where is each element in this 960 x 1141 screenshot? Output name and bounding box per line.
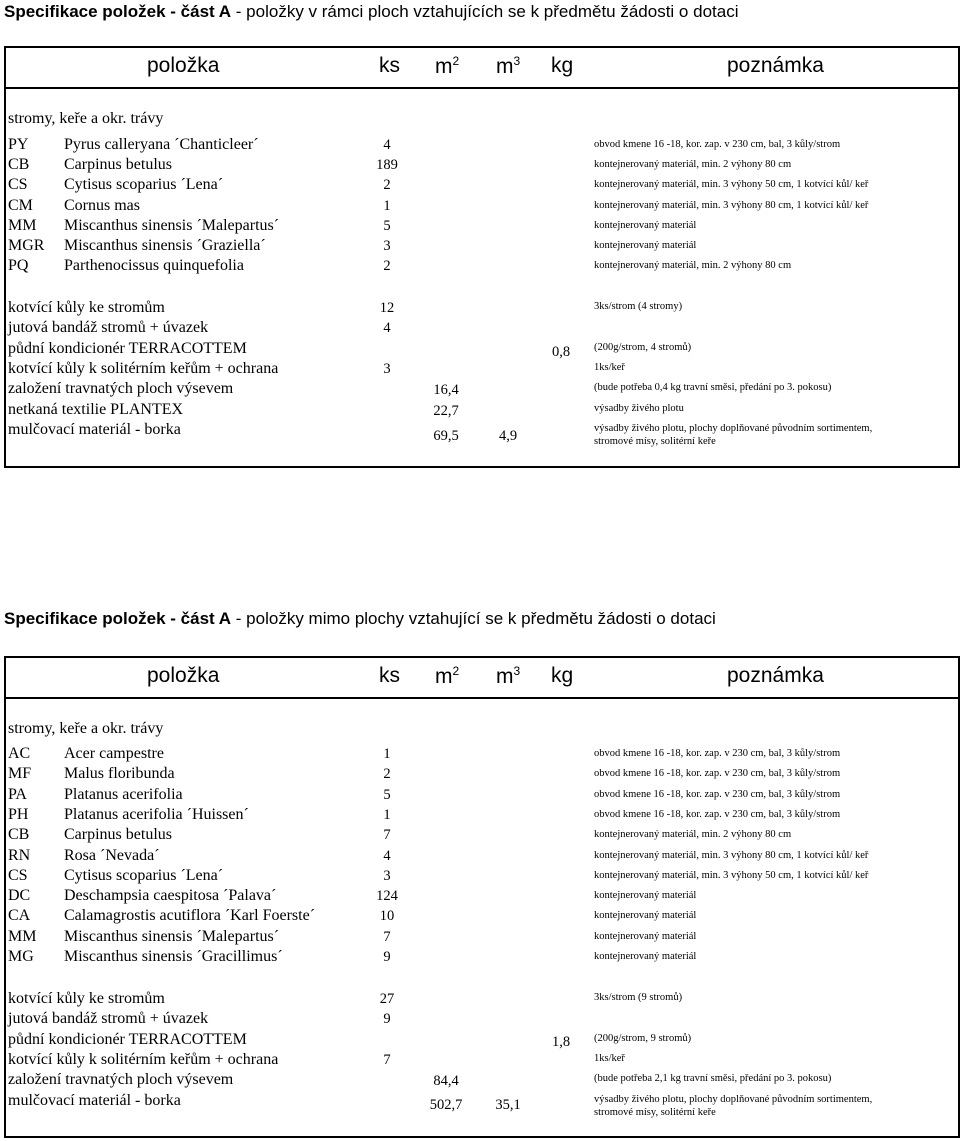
material-qty: 3 <box>383 361 391 377</box>
plant-qty: 1 <box>383 807 391 823</box>
group-title: stromy, keře a okr. trávy <box>8 720 164 737</box>
material-note: stromové mísy, solitérní keře <box>594 1107 716 1118</box>
plant-code: MF <box>8 765 32 782</box>
plant-note: kontejnerovaný materiál <box>594 910 697 921</box>
material-name: půdní kondicionér TERRACOTTEM <box>8 340 247 357</box>
material-note: 1ks/keř <box>594 362 625 373</box>
plant-qty: 4 <box>383 848 391 864</box>
material-note: stromové mísy, solitérní keře <box>594 436 716 447</box>
plant-name: Cornus mas <box>64 197 140 214</box>
material-note: (bude potřeba 2,1 kg travní směsi, předání po 3. pokosu) <box>594 1073 832 1084</box>
header-item: položka <box>147 54 220 77</box>
plant-note: kontejnerovaný materiál, min. 2 výhony 80 cm <box>594 829 792 840</box>
section-title-rest: - položky v rámci ploch vztahujících se k předmětu žádosti o dotaci <box>231 2 739 21</box>
material-m2: 16,4 <box>433 382 459 398</box>
material-kg: 1,8 <box>551 1034 571 1050</box>
plant-note: kontejnerovaný materiál, min. 2 výhony 80 cm <box>594 159 792 170</box>
plant-note: kontejnerovaný materiál <box>594 951 697 962</box>
header-note: poznámka <box>727 54 824 77</box>
plant-qty: 7 <box>383 827 391 843</box>
material-note: výsadby živého plotu <box>594 403 684 414</box>
plant-code: CB <box>8 826 30 843</box>
plant-name: Miscanthus sinensis ´Malepartus´ <box>64 928 280 945</box>
material-qty: 4 <box>383 320 391 336</box>
header-note: poznámka <box>727 664 824 687</box>
plant-qty: 2 <box>383 177 391 193</box>
plant-name: Acer campestre <box>64 745 164 762</box>
material-m2: 22,7 <box>433 403 459 419</box>
material-name: mulčovací materiál - borka <box>8 1092 181 1109</box>
material-name: jutová bandáž stromů + úvazek <box>8 1010 209 1027</box>
section-title-bold: Specifikace položek - část A <box>4 609 232 628</box>
plant-note: kontejnerovaný materiál <box>594 890 697 901</box>
material-qty: 27 <box>379 991 395 1007</box>
material-name: kotvící kůly k solitérním keřům + ochrana <box>8 1051 279 1068</box>
section-title <box>4 2 738 22</box>
header-kg: kg <box>551 54 574 77</box>
plant-code: MGR <box>8 237 45 254</box>
material-note: 3ks/strom (4 stromy) <box>594 301 683 312</box>
material-name: založení travnatých ploch výsevem <box>8 380 234 397</box>
plant-note: obvod kmene 16 -18, kor. zap. v 230 cm, bal, 3 kůly/strom <box>594 748 841 759</box>
material-kg: 0,8 <box>551 344 571 360</box>
header-m3: $m^3$ <box>496 54 521 78</box>
plant-name: Miscanthus sinensis ´Gracillimus´ <box>64 948 283 965</box>
plant-name: Platanus acerifolia ´Huissen´ <box>64 806 249 823</box>
plant-qty: 1 <box>383 746 391 762</box>
plant-name: Calamagrostis acutiflora ´Karl Foerste´ <box>64 907 316 924</box>
plant-code: DC <box>8 887 31 904</box>
plant-name: Rosa ´Nevada´ <box>64 847 160 864</box>
plant-name: Miscanthus sinensis ´Graziella´ <box>64 237 266 254</box>
plant-note: obvod kmene 16 -18, kor. zap. v 230 cm, bal, 3 kůly/strom <box>594 139 841 150</box>
header-kg: kg <box>551 664 574 687</box>
plant-qty: 5 <box>383 787 391 803</box>
material-name: mulčovací materiál - borka <box>8 421 181 438</box>
plant-qty: 9 <box>383 949 391 965</box>
section-title-bold: Specifikace položek - část A <box>4 2 232 21</box>
plant-qty: 1 <box>383 198 391 214</box>
material-qty: 12 <box>379 300 395 316</box>
plant-code: CS <box>8 867 28 884</box>
plant-note: kontejnerovaný materiál, min. 3 výhony 50 cm, 1 kotvící kůl/ keř <box>594 179 869 190</box>
plant-code: PQ <box>8 257 29 274</box>
section-title-rest: - položky mimo plochy vztahující se k předmětu žádosti o dotaci <box>231 609 716 628</box>
header-item: položka <box>147 664 220 687</box>
plant-name: Parthenocissus quinquefolia <box>64 257 244 274</box>
header-m3: $m^3$ <box>496 664 521 688</box>
material-name: založení travnatých ploch výsevem <box>8 1071 234 1088</box>
material-m3: 4,9 <box>498 428 518 444</box>
material-note: výsadby živého plotu, plochy doplňované původním sortimentem, <box>594 1094 873 1105</box>
plant-name: Pyrus calleryana ´Chanticleer´ <box>64 136 259 153</box>
plant-qty: 189 <box>376 157 398 173</box>
material-qty: 7 <box>383 1052 391 1068</box>
plant-note: kontejnerovaný materiál <box>594 931 697 942</box>
material-name: kotvící kůly ke stromům <box>8 990 165 1007</box>
material-name: netkaná textilie PLANTEX <box>8 401 184 418</box>
plant-qty: 2 <box>383 766 391 782</box>
plant-code: CB <box>8 156 30 173</box>
plant-qty: 3 <box>383 238 391 254</box>
plant-qty: 4 <box>383 137 391 153</box>
plant-note: kontejnerovaný materiál, min. 2 výhony 80 cm <box>594 260 792 271</box>
plant-name: Carpinus betulus <box>64 826 172 843</box>
plant-code: MM <box>8 217 37 234</box>
plant-qty: 2 <box>383 258 391 274</box>
plant-note: obvod kmene 16 -18, kor. zap. v 230 cm, bal, 3 kůly/strom <box>594 768 841 779</box>
plant-note: obvod kmene 16 -18, kor. zap. v 230 cm, bal, 3 kůly/strom <box>594 789 841 800</box>
plant-note: kontejnerovaný materiál <box>594 220 697 231</box>
header-m2: $m^2$ <box>435 664 460 688</box>
header-ks: ks <box>379 54 400 77</box>
material-name: půdní kondicionér TERRACOTTEM <box>8 1031 247 1048</box>
plant-note: obvod kmene 16 -18, kor. zap. v 230 cm, bal, 3 kůly/strom <box>594 809 841 820</box>
plant-note: kontejnerovaný materiál, min. 3 výhony 80 cm, 1 kotvící kůl/ keř <box>594 200 869 211</box>
material-note: výsadby živého plotu, plochy doplňované původním sortimentem, <box>594 423 873 434</box>
plant-qty: 124 <box>376 888 398 904</box>
material-m2: 69,5 <box>433 428 459 444</box>
plant-code: AC <box>8 745 31 762</box>
material-m2: 84,4 <box>433 1073 459 1089</box>
plant-code: RN <box>8 847 31 864</box>
plant-code: CS <box>8 176 28 193</box>
material-name: jutová bandáž stromů + úvazek <box>8 319 209 336</box>
plant-code: MM <box>8 928 37 945</box>
material-m2: 502,7 <box>429 1097 463 1113</box>
plant-name: Miscanthus sinensis ´Malepartus´ <box>64 217 280 234</box>
plant-code: CA <box>8 907 31 924</box>
plant-name: Platanus acerifolia <box>64 786 183 803</box>
material-m3: 35,1 <box>495 1097 521 1113</box>
plant-name: Cytisus scoparius ´Lena´ <box>64 176 224 193</box>
material-note: (200g/strom, 4 stromů) <box>594 342 692 353</box>
plant-name: Cytisus scoparius ´Lena´ <box>64 867 224 884</box>
plant-code: MG <box>8 948 34 965</box>
plant-qty: 3 <box>383 868 391 884</box>
plant-code: PA <box>8 786 27 803</box>
material-name: kotvící kůly k solitérním keřům + ochrana <box>8 360 279 377</box>
plant-name: Deschampsia caespitosa ´Palava´ <box>64 887 277 904</box>
group-title: stromy, keře a okr. trávy <box>8 110 164 127</box>
material-note: (200g/strom, 9 stromů) <box>594 1033 692 1044</box>
material-note: (bude potřeba 0,4 kg travní směsi, předání po 3. pokosu) <box>594 382 832 393</box>
header-divider <box>6 697 958 699</box>
plant-note: kontejnerovaný materiál, min. 3 výhony 80 cm, 1 kotvící kůl/ keř <box>594 850 869 861</box>
plant-qty: 7 <box>383 929 391 945</box>
plant-code: PY <box>8 136 29 153</box>
header-ks: ks <box>379 664 400 687</box>
material-qty: 9 <box>383 1011 391 1027</box>
header-m2: $m^2$ <box>435 54 460 78</box>
plant-qty: 10 <box>379 908 395 924</box>
material-note: 1ks/keř <box>594 1053 625 1064</box>
header-divider <box>6 87 958 89</box>
plant-code: CM <box>8 197 33 214</box>
material-name: kotvící kůly ke stromům <box>8 299 165 316</box>
plant-note: kontejnerovaný materiál, min. 3 výhony 50 cm, 1 kotvící kůl/ keř <box>594 870 869 881</box>
plant-code: PH <box>8 806 29 823</box>
plant-name: Malus floribunda <box>64 765 175 782</box>
plant-qty: 5 <box>383 218 391 234</box>
plant-name: Carpinus betulus <box>64 156 172 173</box>
material-note: 3ks/strom (9 stromů) <box>594 992 683 1003</box>
plant-note: kontejnerovaný materiál <box>594 240 697 251</box>
section-title <box>4 609 716 629</box>
